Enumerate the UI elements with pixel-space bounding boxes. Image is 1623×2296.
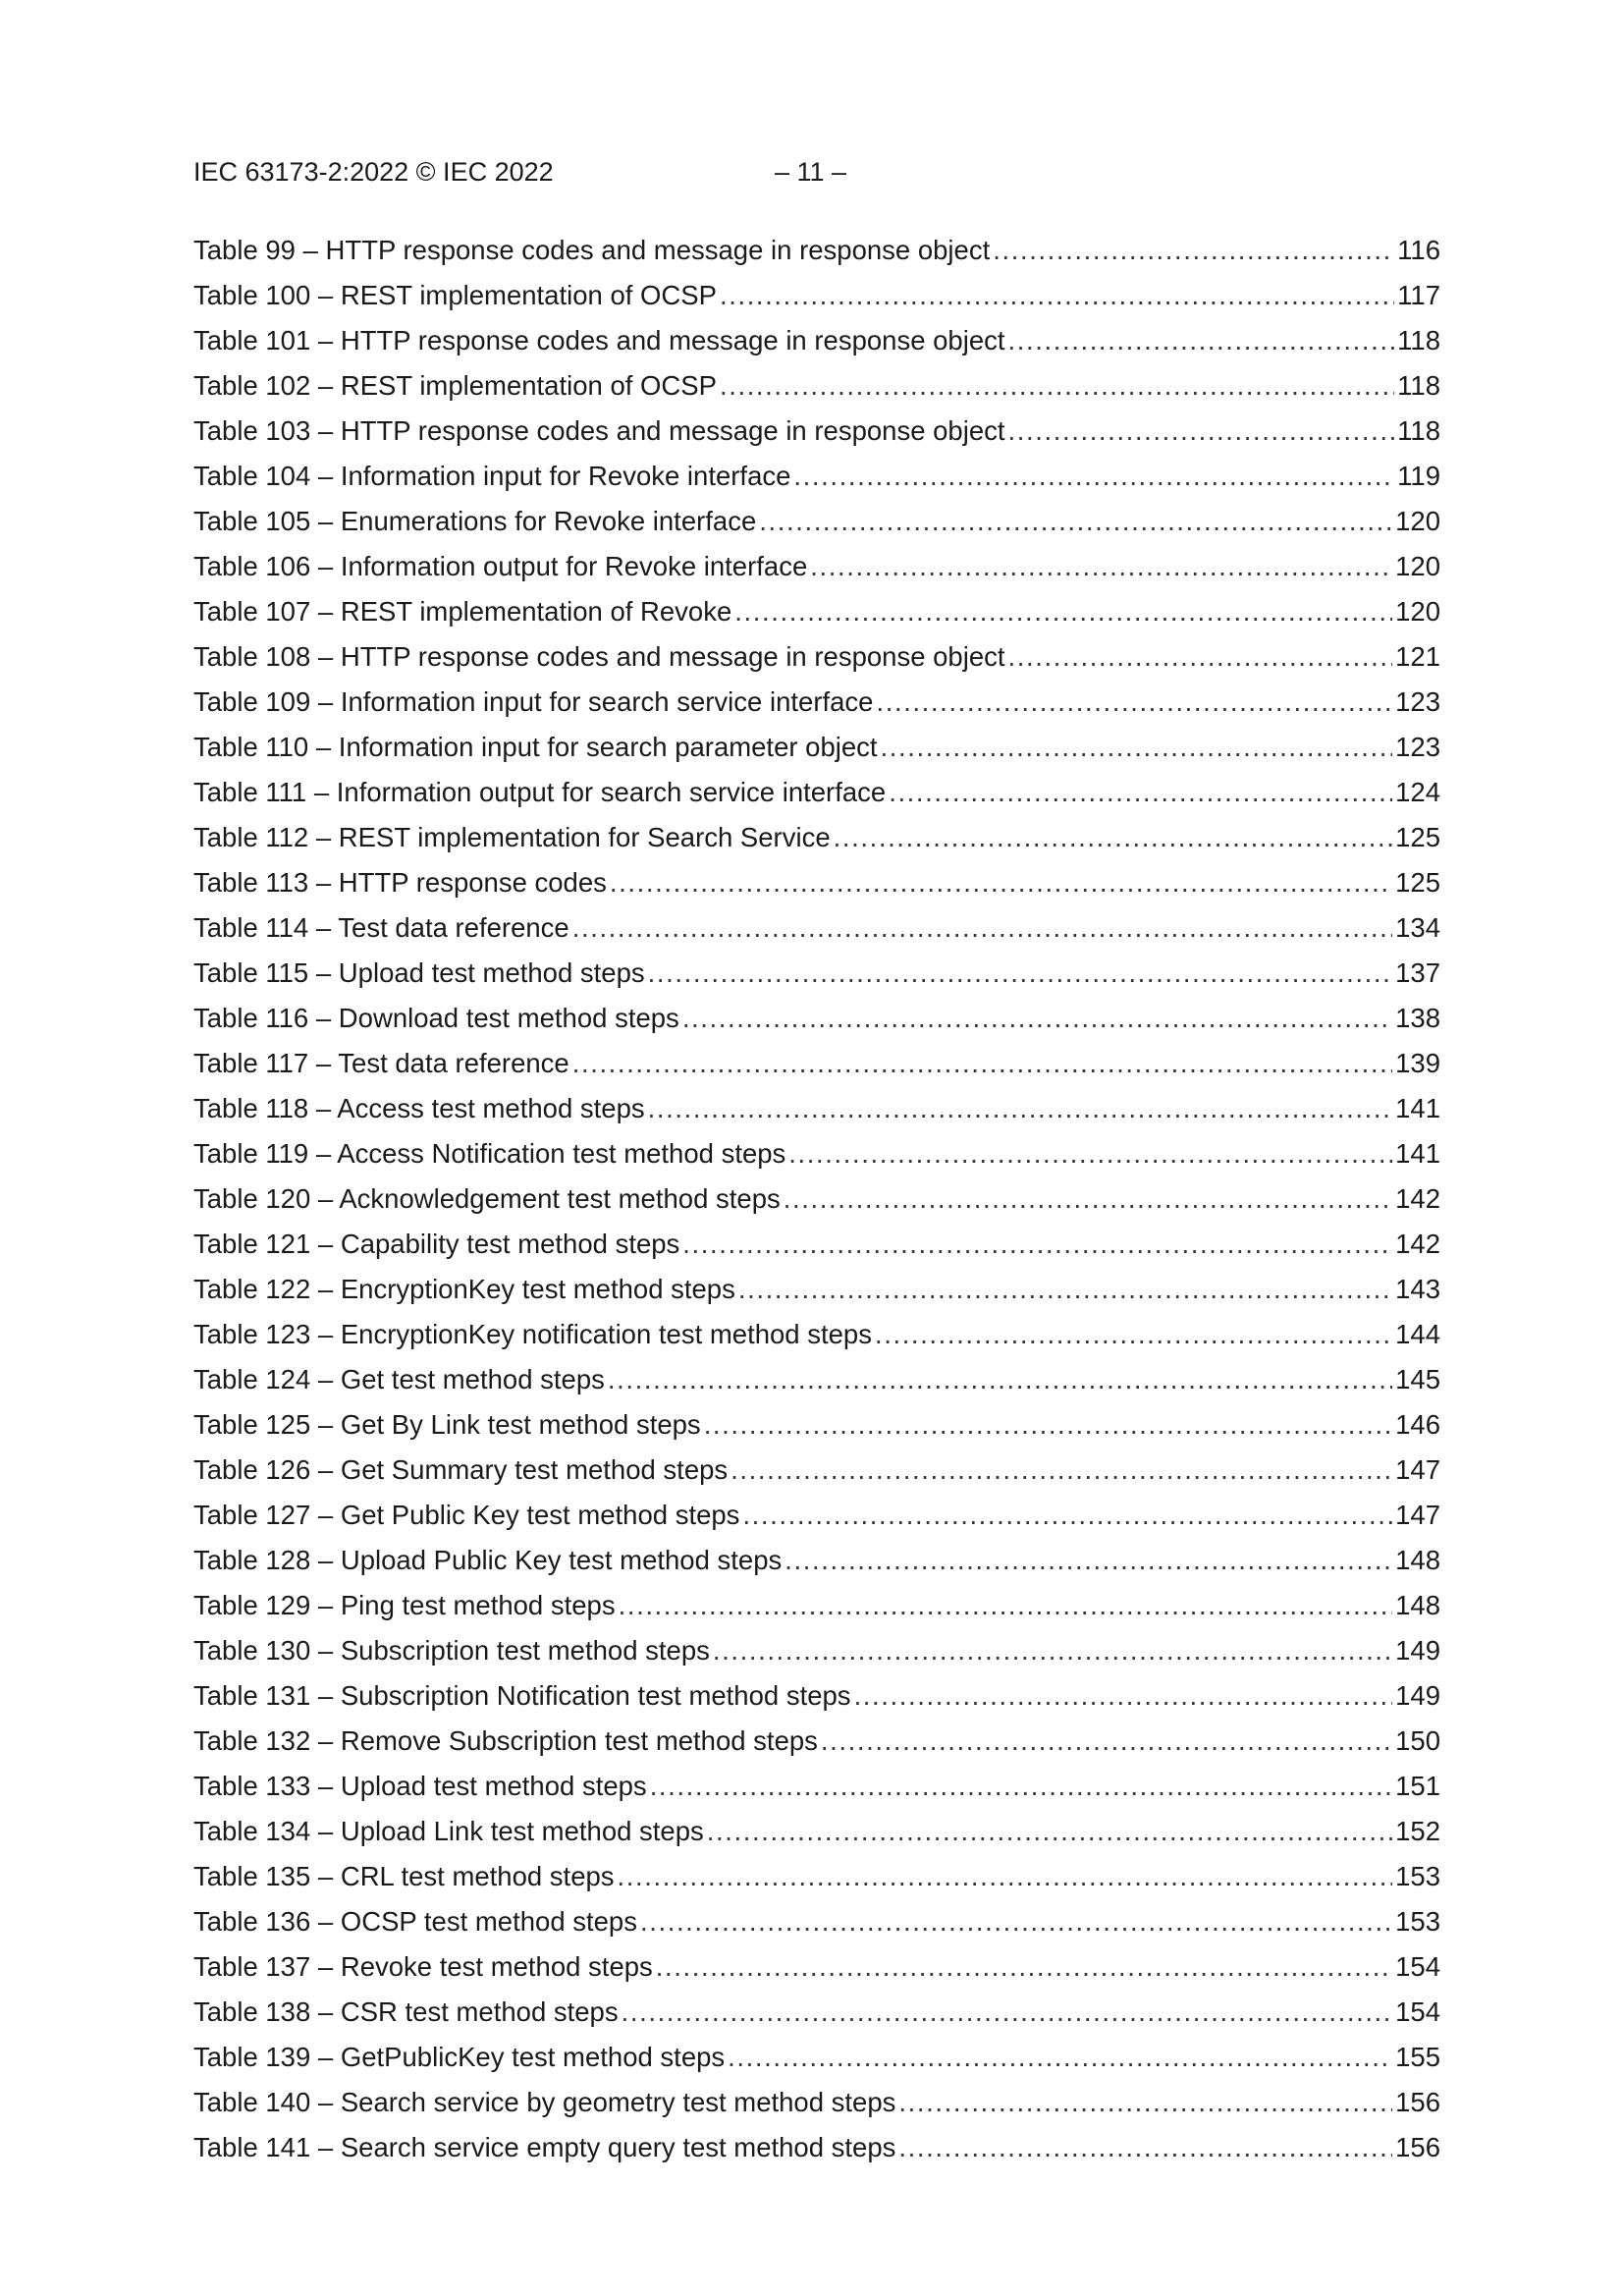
dot-leader	[1008, 634, 1393, 680]
toc-entry-title: Table 103 – HTTP response codes and message in response object	[193, 415, 1005, 446]
toc-entry[interactable]	[193, 905, 1440, 951]
toc-entry[interactable]	[193, 499, 1440, 544]
toc-entry-page-number: 156	[1395, 2087, 1440, 2117]
dot-leader	[682, 996, 1392, 1041]
dot-leader	[742, 1493, 1392, 1538]
toc-entry-page-number: 120	[1395, 506, 1440, 536]
dot-leader	[648, 951, 1392, 996]
toc-entry-title: Table 125 – Get By Link test method steps	[193, 1409, 701, 1440]
toc-entry-title: Table 114 – Test data reference	[193, 912, 569, 943]
dot-leader	[898, 2080, 1392, 2125]
toc-entry-title: Table 130 – Subscription test method steps	[193, 1635, 710, 1666]
toc-entry-title: Table 110 – Information input for search parameter object	[193, 732, 878, 762]
toc-entry-page-number: 118	[1397, 370, 1440, 401]
toc-entry-page-number: 156	[1395, 2132, 1440, 2162]
toc-entry[interactable]	[193, 1583, 1440, 1628]
toc-entry-page-number: 154	[1395, 1951, 1440, 1982]
dot-leader	[759, 499, 1392, 544]
list-of-tables	[193, 228, 1440, 2170]
toc-entry-title: Table 139 – GetPublicKey test method steps	[193, 2042, 726, 2072]
toc-entry[interactable]	[193, 1176, 1440, 1222]
dot-leader	[881, 725, 1393, 770]
toc-entry-title: Table 120 – Acknowledgement test method steps	[193, 1183, 781, 1214]
toc-entry[interactable]	[193, 544, 1440, 589]
toc-entry-title: Table 136 – OCSP test method steps	[193, 1906, 637, 1937]
toc-entry[interactable]	[193, 634, 1440, 680]
toc-entry-page-number: 124	[1395, 777, 1440, 807]
toc-entry-title: Table 116 – Download test method steps	[193, 1003, 679, 1033]
toc-entry-page-number: 144	[1395, 1319, 1440, 1349]
dot-leader	[788, 1131, 1392, 1176]
toc-entry-title: Table 135 – CRL test method steps	[193, 1861, 615, 1891]
toc-entry-page-number: 125	[1395, 822, 1440, 852]
toc-entry-title: Table 127 – Get Public Key test method steps	[193, 1500, 740, 1530]
dot-leader	[834, 815, 1392, 860]
toc-entry[interactable]	[193, 1809, 1440, 1854]
toc-entry[interactable]	[193, 409, 1440, 454]
dot-leader	[572, 905, 1392, 951]
toc-entry-title: Table 101 – HTTP response codes and message in response object	[193, 325, 1005, 355]
toc-entry-page-number: 138	[1395, 1003, 1440, 1033]
dot-leader	[810, 544, 1392, 589]
dot-leader	[619, 1583, 1393, 1628]
toc-entry[interactable]	[193, 1222, 1440, 1267]
dot-leader	[821, 1719, 1392, 1764]
toc-entry[interactable]	[193, 2125, 1440, 2170]
toc-entry-title: Table 121 – Capability test method steps	[193, 1229, 680, 1259]
toc-entry-page-number: 118	[1397, 325, 1440, 355]
toc-entry-title: Table 141 – Search service empty query test method steps	[193, 2132, 896, 2162]
toc-entry[interactable]	[193, 228, 1440, 273]
toc-entry-page-number: 149	[1395, 1635, 1440, 1666]
dot-leader	[1008, 409, 1395, 454]
toc-entry-page-number: 153	[1395, 1861, 1440, 1891]
toc-entry-page-number: 148	[1395, 1545, 1440, 1575]
toc-entry-title: Table 99 – HTTP response codes and message in response object	[193, 235, 991, 265]
toc-entry[interactable]	[193, 1357, 1440, 1402]
dot-leader	[618, 1854, 1393, 1899]
toc-entry-page-number: 142	[1395, 1229, 1440, 1259]
dot-leader	[889, 770, 1392, 815]
toc-entry-page-number: 119	[1397, 461, 1440, 491]
toc-entry[interactable]	[193, 1086, 1440, 1131]
toc-entry-title: Table 115 – Upload test method steps	[193, 957, 645, 988]
toc-entry[interactable]	[193, 770, 1440, 815]
toc-entry-title: Table 119 – Access Notification test method steps	[193, 1138, 786, 1169]
dot-leader	[656, 1944, 1392, 1990]
toc-entry-page-number: 145	[1395, 1364, 1440, 1394]
toc-entry[interactable]	[193, 725, 1440, 770]
toc-entry[interactable]	[193, 1312, 1440, 1357]
dot-leader	[713, 1628, 1392, 1673]
toc-entry[interactable]	[193, 860, 1440, 905]
dot-leader	[898, 2125, 1392, 2170]
toc-entry-page-number: 121	[1395, 641, 1440, 672]
toc-entry-title: Table 138 – CSR test method steps	[193, 1996, 619, 2027]
toc-entry-title: Table 109 – Information input for search service interface	[193, 686, 874, 717]
toc-entry[interactable]	[193, 318, 1440, 363]
dot-leader	[572, 1041, 1392, 1086]
dot-leader	[793, 454, 1394, 499]
toc-entry-page-number: 147	[1395, 1500, 1440, 1530]
toc-entry-page-number: 116	[1397, 235, 1440, 265]
toc-entry-page-number: 142	[1395, 1183, 1440, 1214]
toc-entry[interactable]	[193, 1448, 1440, 1493]
toc-entry-page-number: 154	[1395, 1996, 1440, 2027]
toc-entry-title: Table 134 – Upload Link test method steps	[193, 1816, 704, 1846]
toc-entry[interactable]	[193, 1131, 1440, 1176]
dot-leader	[704, 1402, 1392, 1448]
toc-entry-page-number: 148	[1395, 1590, 1440, 1620]
toc-entry[interactable]	[193, 2035, 1440, 2080]
toc-entry[interactable]	[193, 1673, 1440, 1719]
toc-entry-title: Table 106 – Information output for Revoke interface	[193, 551, 808, 581]
toc-entry-title: Table 118 – Access test method steps	[193, 1093, 645, 1123]
toc-entry-title: Table 126 – Get Summary test method steps	[193, 1454, 729, 1485]
toc-entry-page-number: 139	[1395, 1048, 1440, 1078]
toc-entry[interactable]	[193, 1990, 1440, 2035]
toc-entry-title: Table 104 – Information input for Revoke interface	[193, 461, 791, 491]
toc-entry-title: Table 105 – Enumerations for Revoke interface	[193, 506, 757, 536]
toc-entry-title: Table 122 – EncryptionKey test method steps	[193, 1274, 735, 1304]
toc-entry[interactable]	[193, 1899, 1440, 1944]
toc-entry[interactable]	[193, 2080, 1440, 2125]
dot-leader	[876, 680, 1392, 725]
toc-entry-title: Table 102 – REST implementation of OCSP	[193, 370, 717, 401]
dot-leader	[720, 273, 1394, 318]
toc-entry[interactable]	[193, 1854, 1440, 1899]
dot-leader	[682, 1222, 1392, 1267]
dot-leader	[707, 1809, 1392, 1854]
dot-leader	[640, 1899, 1392, 1944]
toc-entry-title: Table 133 – Upload test method steps	[193, 1771, 647, 1801]
toc-entry-page-number: 143	[1395, 1274, 1440, 1304]
toc-entry-page-number: 134	[1395, 912, 1440, 943]
page-number: – 11 –	[775, 157, 847, 187]
toc-entry-page-number: 147	[1395, 1454, 1440, 1485]
toc-entry-title: Table 111 – Information output for search service interface	[193, 777, 887, 807]
toc-entry-title: Table 117 – Test data reference	[193, 1048, 569, 1078]
toc-entry[interactable]	[193, 1719, 1440, 1764]
dot-leader	[610, 860, 1392, 905]
toc-entry-page-number: 123	[1395, 686, 1440, 717]
toc-entry[interactable]	[193, 1493, 1440, 1538]
dot-leader	[738, 1267, 1392, 1312]
dot-leader	[608, 1357, 1392, 1402]
toc-entry[interactable]	[193, 996, 1440, 1041]
dot-leader	[650, 1764, 1392, 1809]
toc-entry[interactable]	[193, 1402, 1440, 1448]
toc-entry[interactable]	[193, 951, 1440, 996]
toc-entry-page-number: 151	[1395, 1771, 1440, 1801]
toc-entry-title: Table 108 – HTTP response codes and message in response object	[193, 641, 1005, 672]
toc-entry-page-number: 137	[1395, 957, 1440, 988]
dot-leader	[730, 1448, 1392, 1493]
toc-entry-page-number: 150	[1395, 1725, 1440, 1756]
toc-entry-title: Table 124 – Get test method steps	[193, 1364, 605, 1394]
toc-entry-page-number: 120	[1395, 596, 1440, 627]
toc-entry-page-number: 149	[1395, 1680, 1440, 1711]
toc-entry[interactable]	[193, 1538, 1440, 1583]
toc-entry-page-number: 141	[1395, 1138, 1440, 1169]
toc-entry-title: Table 100 – REST implementation of OCSP	[193, 280, 717, 310]
toc-entry[interactable]	[193, 1267, 1440, 1312]
toc-entry-title: Table 140 – Search service by geometry test method steps	[193, 2087, 896, 2117]
toc-entry[interactable]	[193, 454, 1440, 499]
toc-entry-page-number: 120	[1395, 551, 1440, 581]
toc-entry[interactable]	[193, 1944, 1440, 1990]
dot-leader	[784, 1538, 1392, 1583]
toc-entry-page-number: 117	[1397, 280, 1440, 310]
toc-entry-title: Table 113 – HTTP response codes	[193, 867, 607, 898]
dot-leader	[648, 1086, 1392, 1131]
toc-entry[interactable]	[193, 815, 1440, 860]
toc-entry-title: Table 137 – Revoke test method steps	[193, 1951, 653, 1982]
toc-entry-page-number: 152	[1395, 1816, 1440, 1846]
toc-entry-title: Table 112 – REST implementation for Search Service	[193, 822, 831, 852]
dot-leader	[993, 228, 1394, 273]
toc-entry-page-number: 153	[1395, 1906, 1440, 1937]
toc-entry-title: Table 107 – REST implementation of Revoke	[193, 596, 732, 627]
toc-entry[interactable]	[193, 680, 1440, 725]
toc-entry-page-number: 146	[1395, 1409, 1440, 1440]
dot-leader	[1008, 318, 1395, 363]
dot-leader	[728, 2035, 1392, 2080]
document-identifier: IEC 63173-2:2022 © IEC 2022	[193, 157, 554, 187]
dot-leader	[875, 1312, 1392, 1357]
toc-entry-page-number: 155	[1395, 2042, 1440, 2072]
toc-entry-page-number: 123	[1395, 732, 1440, 762]
toc-entry[interactable]	[193, 589, 1440, 634]
toc-entry[interactable]	[193, 1041, 1440, 1086]
dot-leader	[622, 1990, 1393, 2035]
toc-entry-page-number: 118	[1397, 415, 1440, 446]
toc-entry-title: Table 131 – Subscription Notification test method steps	[193, 1680, 851, 1711]
toc-entry-title: Table 123 – EncryptionKey notification test method steps	[193, 1319, 872, 1349]
toc-entry-title: Table 128 – Upload Public Key test method steps	[193, 1545, 783, 1575]
toc-entry-page-number: 125	[1395, 867, 1440, 898]
dot-leader	[720, 363, 1394, 409]
page-header	[193, 152, 1440, 191]
dot-leader	[854, 1673, 1393, 1719]
dot-leader	[784, 1176, 1392, 1222]
toc-entry[interactable]	[193, 1628, 1440, 1673]
toc-entry[interactable]	[193, 1764, 1440, 1809]
toc-entry-page-number: 141	[1395, 1093, 1440, 1123]
toc-entry-title: Table 129 – Ping test method steps	[193, 1590, 616, 1620]
toc-entry-title: Table 132 – Remove Subscription test method steps	[193, 1725, 818, 1756]
toc-entry[interactable]	[193, 273, 1440, 318]
toc-entry[interactable]	[193, 363, 1440, 409]
dot-leader	[734, 589, 1392, 634]
